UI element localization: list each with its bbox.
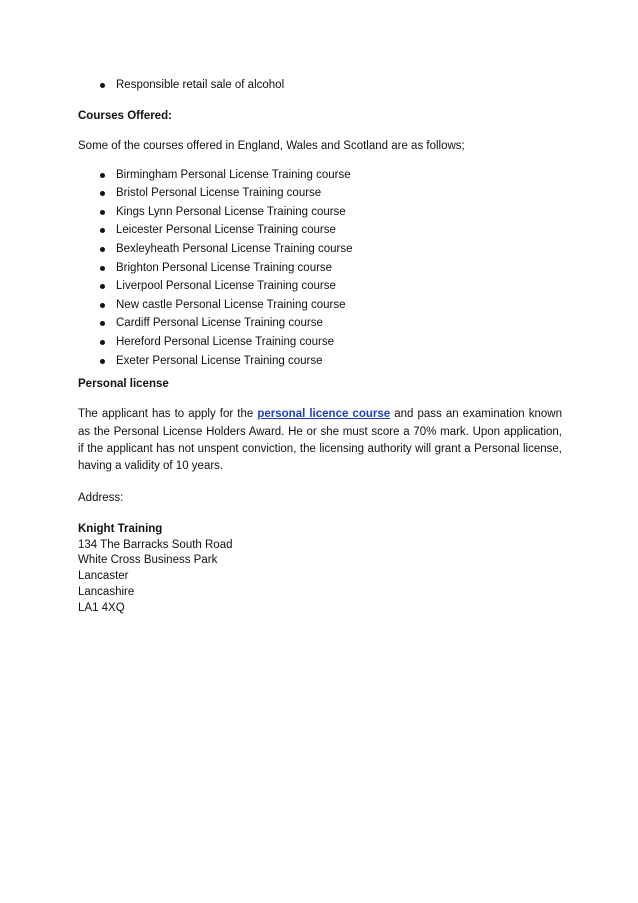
courses-intro: Some of the courses offered in England, Wales and Scotland are as follows; [78,139,465,152]
courses-list [78,166,562,371]
personal-licence-course-link[interactable]: personal licence course [257,408,391,421]
paragraph-text-before-link: The applicant has to apply for the [78,408,258,421]
paragraph-text-after-link: and pass an examination known as the Personal License Holders Award. He or she must score a 70% mark. Upon application, if the applicant has not unspent conviction, the licensing authority will grant a Personal license, having a validity of 10 years. [78,408,562,473]
course-item-text: Brighton Personal License Training course [116,261,333,274]
address-block [78,522,562,617]
course-item-text: Birmingham Personal License Training course [116,168,351,181]
address-label: Address: [78,491,124,504]
bullet-icon [100,321,105,326]
bullet-icon [100,340,105,345]
bullet-icon [100,266,105,271]
bullet-icon [100,210,105,215]
company-name: Knight Training [78,522,163,535]
personal-license-heading: Personal license [78,378,169,391]
address-line: Lancashire [78,585,135,598]
list-item [78,352,562,371]
address-line: LA1 4XQ [78,601,125,614]
bullet-icon [100,284,105,289]
list-item-text: Responsible retail sale of alcohol [116,79,285,91]
course-item-text: Leicester Personal License Training course [116,224,336,237]
list-item [78,166,562,185]
bullet-icon [100,303,105,308]
list-item [78,184,562,203]
top-bullet-list [78,76,562,95]
address-line: 134 The Barracks South Road [78,538,233,551]
course-item-text: Bristol Personal License Training course [116,187,322,200]
list-item [78,277,562,296]
list-item [78,240,562,259]
bullet-icon [100,83,105,88]
list-item [78,76,562,95]
list-item [78,296,562,315]
document-page [78,76,562,617]
bullet-icon [100,173,105,178]
bullet-icon [100,359,105,364]
course-item-text: New castle Personal License Training course [116,298,346,311]
bullet-icon [100,247,105,252]
bullet-icon [100,228,105,233]
list-item [78,333,562,352]
course-item-text: Cardiff Personal License Training course [116,317,323,330]
course-item-text: Bexleyheath Personal License Training course [116,242,353,255]
address-line: Lancaster [78,570,129,583]
bullet-icon [100,191,105,196]
list-item [78,259,562,278]
list-item [78,314,562,333]
courses-heading: Courses Offered: [78,109,172,122]
course-item-text: Exeter Personal License Training course [116,354,323,367]
course-item-text: Liverpool Personal License Training course [116,280,336,293]
course-item-text: Hereford Personal License Training course [116,335,334,348]
address-line: White Cross Business Park [78,554,218,567]
list-item [78,221,562,240]
personal-license-paragraph [78,406,562,476]
course-item-text: Kings Lynn Personal License Training course [116,205,346,218]
list-item [78,203,562,222]
